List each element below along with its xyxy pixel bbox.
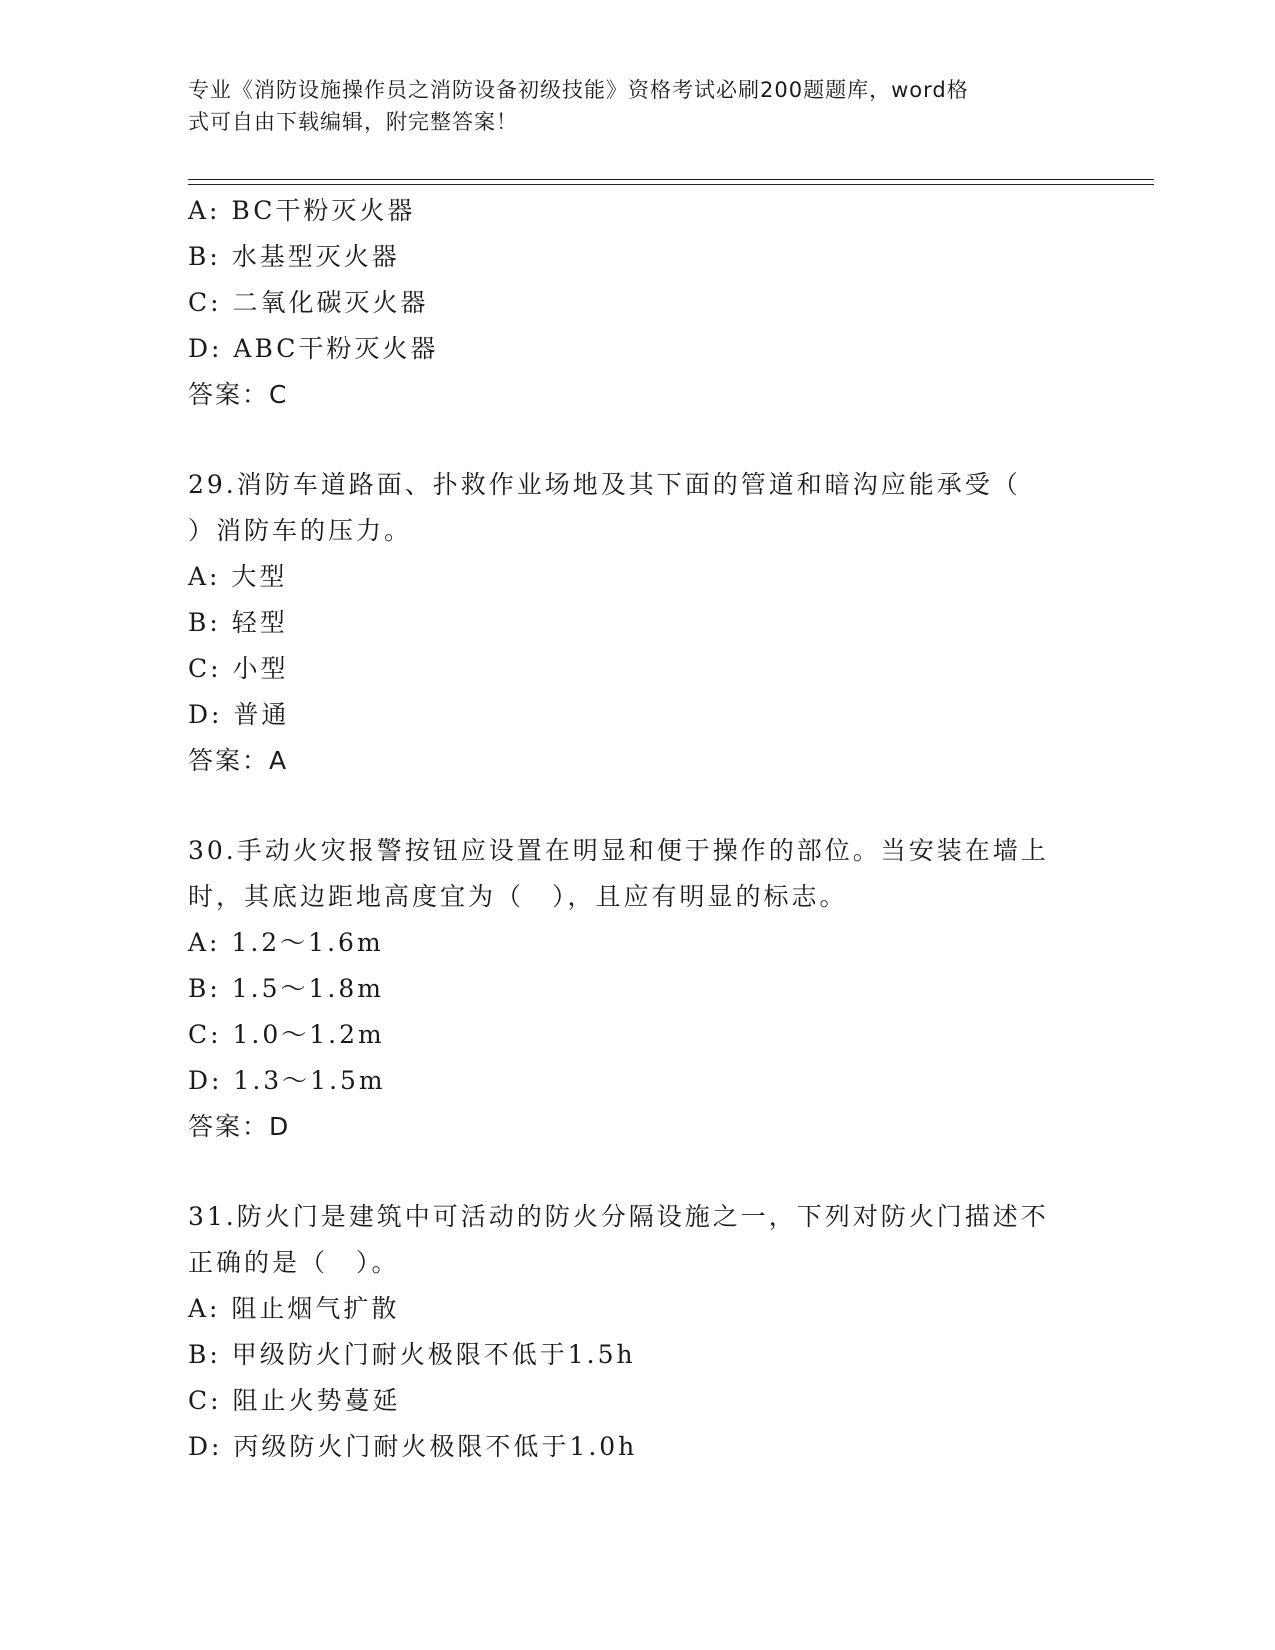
header-rule-top xyxy=(188,179,1154,180)
answer-label: 答案：C xyxy=(188,380,289,409)
answer-label: 答案：D xyxy=(188,1112,291,1141)
question-28-tail xyxy=(188,188,1088,418)
option-d: D: 丙级防火门耐火极限不低于1.0h xyxy=(188,1432,638,1461)
question-30 xyxy=(188,828,1088,1150)
question-31 xyxy=(188,1194,1088,1470)
header-rule-bottom xyxy=(188,184,1154,185)
question-text-line-2: ）消防车的压力。 xyxy=(188,516,413,545)
question-text-line-1: 31.防火门是建筑中可活动的防火分隔设施之一，下列对防火门描述不 xyxy=(188,1202,1049,1231)
answer-label: 答案：A xyxy=(188,746,289,775)
question-text-line-2: 时，其底边距地高度宜为（ ），且应有明显的标志。 xyxy=(188,882,848,911)
option-d: D: 普通 xyxy=(188,700,290,729)
question-29 xyxy=(188,462,1088,784)
question-text-line-1: 30.手动火灾报警按钮应设置在明显和便于操作的部位。当安装在墙上 xyxy=(188,836,1049,865)
option-d: D: 1.3～1.5m xyxy=(188,1066,386,1095)
option-d: D: ABC干粉灭火器 xyxy=(188,334,439,363)
option-c: C: 1.0～1.2m xyxy=(188,1020,385,1049)
question-text-line-1: 29.消防车道路面、扑救作业场地及其下面的管道和暗沟应能承受（ xyxy=(188,470,1021,499)
header-line-2: 式可自由下载编辑，附完整答案！ xyxy=(188,110,518,134)
option-b: B: 水基型灭火器 xyxy=(188,242,400,271)
question-content xyxy=(188,188,1088,1470)
option-b: B: 轻型 xyxy=(188,608,288,637)
option-b: B: 甲级防火门耐火极限不低于1.5h xyxy=(188,1340,636,1369)
document-header xyxy=(188,74,1068,138)
option-c: C: 小型 xyxy=(188,654,289,683)
option-a: A: 大型 xyxy=(188,562,288,591)
header-line-1: 专业《消防设施操作员之消防设备初级技能》资格考试必刷200题题库，word格 xyxy=(188,78,969,102)
option-a: A: 阻止烟气扩散 xyxy=(188,1294,400,1323)
question-text-line-2: 正确的是（ ）。 xyxy=(188,1248,400,1277)
option-a: A: BC干粉灭火器 xyxy=(188,196,416,225)
option-c: C: 二氧化碳灭火器 xyxy=(188,288,429,317)
option-b: B: 1.5～1.8m xyxy=(188,974,384,1003)
option-a: A: 1.2～1.6m xyxy=(188,928,384,957)
option-c: C: 阻止火势蔓延 xyxy=(188,1386,401,1415)
